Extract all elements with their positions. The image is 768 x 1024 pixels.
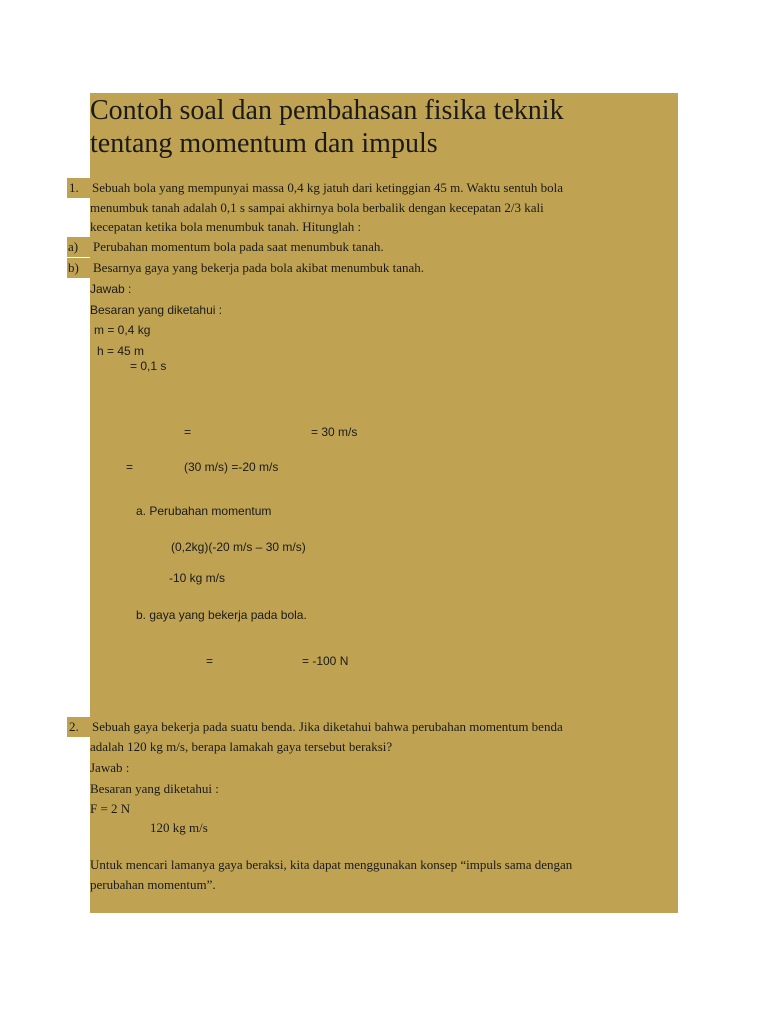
- q1-line-1: Sebuah bola yang mempunyai massa 0,4 kg jatuh dari ketinggian 45 m. Waktu sentuh bola: [92, 180, 563, 195]
- title-line-1: Contoh soal dan pembahasan fisika teknik: [90, 95, 564, 126]
- q1-line-2: menumbuk tanah adalah 0,1 s sampai akhirnya bola berbalik dengan kecepatan 2/3 kali: [90, 200, 544, 215]
- answer1-v1-equals: =: [184, 425, 192, 439]
- answer1-v2-equals: =: [126, 460, 134, 474]
- answer1-known-label: Besaran yang diketahui :: [90, 303, 223, 317]
- q1-b-marker: b): [68, 260, 79, 275]
- answer1-time: = 0,1 s: [130, 359, 167, 373]
- answer2-known-label: Besaran yang diketahui :: [90, 781, 219, 796]
- answer1-a-result: -10 kg m/s: [169, 571, 226, 585]
- answer1-v2-result: (30 m/s) =-20 m/s: [184, 460, 279, 474]
- q1-b-text: Besarnya gaya yang bekerja pada bola akibat menumbuk tanah.: [93, 260, 425, 275]
- q1-number: 1.: [69, 180, 79, 195]
- q1-a-marker: a): [68, 239, 79, 254]
- answer1-mass: m = 0,4 kg: [94, 323, 151, 337]
- answer2-momentum-change: 120 kg m/s: [150, 820, 208, 835]
- answer1-b-equals: =: [206, 654, 214, 668]
- answer1-b-label: b. gaya yang bekerja pada bola.: [136, 608, 307, 622]
- answer1-height: h = 45 m: [97, 344, 145, 358]
- answer2-conclusion-line-1: Untuk mencari lamanya gaya beraksi, kita dapat menggunakan konsep “impuls sama dengan: [90, 857, 573, 872]
- answer2-jawab: Jawab :: [90, 760, 130, 775]
- q2-number: 2.: [69, 719, 79, 734]
- answer1-v1-result: = 30 m/s: [311, 425, 358, 439]
- q1-line-3: kecepatan ketika bola menumbuk tanah. Hitunglah :: [90, 219, 362, 234]
- q2-line-2: adalah 120 kg m/s, berapa lamakah gaya tersebut beraksi?: [90, 739, 393, 754]
- title-line-2: tentang momentum dan impuls: [90, 128, 438, 159]
- answer1-jawab: Jawab :: [90, 282, 132, 296]
- q1-a-text: Perubahan momentum bola pada saat menumbuk tanah.: [93, 239, 384, 254]
- answer2-force: F = 2 N: [90, 801, 131, 816]
- answer1-a-calc: (0,2kg)(-20 m/s – 30 m/s): [171, 540, 306, 554]
- q2-line-1: Sebuah gaya bekerja pada suatu benda. Jika diketahui bahwa perubahan momentum benda: [92, 719, 563, 734]
- answer1-a-label: a. Perubahan momentum: [136, 504, 272, 518]
- answer1-b-result: = -100 N: [302, 654, 349, 668]
- answer2-conclusion-line-2: perubahan momentum”.: [90, 877, 216, 892]
